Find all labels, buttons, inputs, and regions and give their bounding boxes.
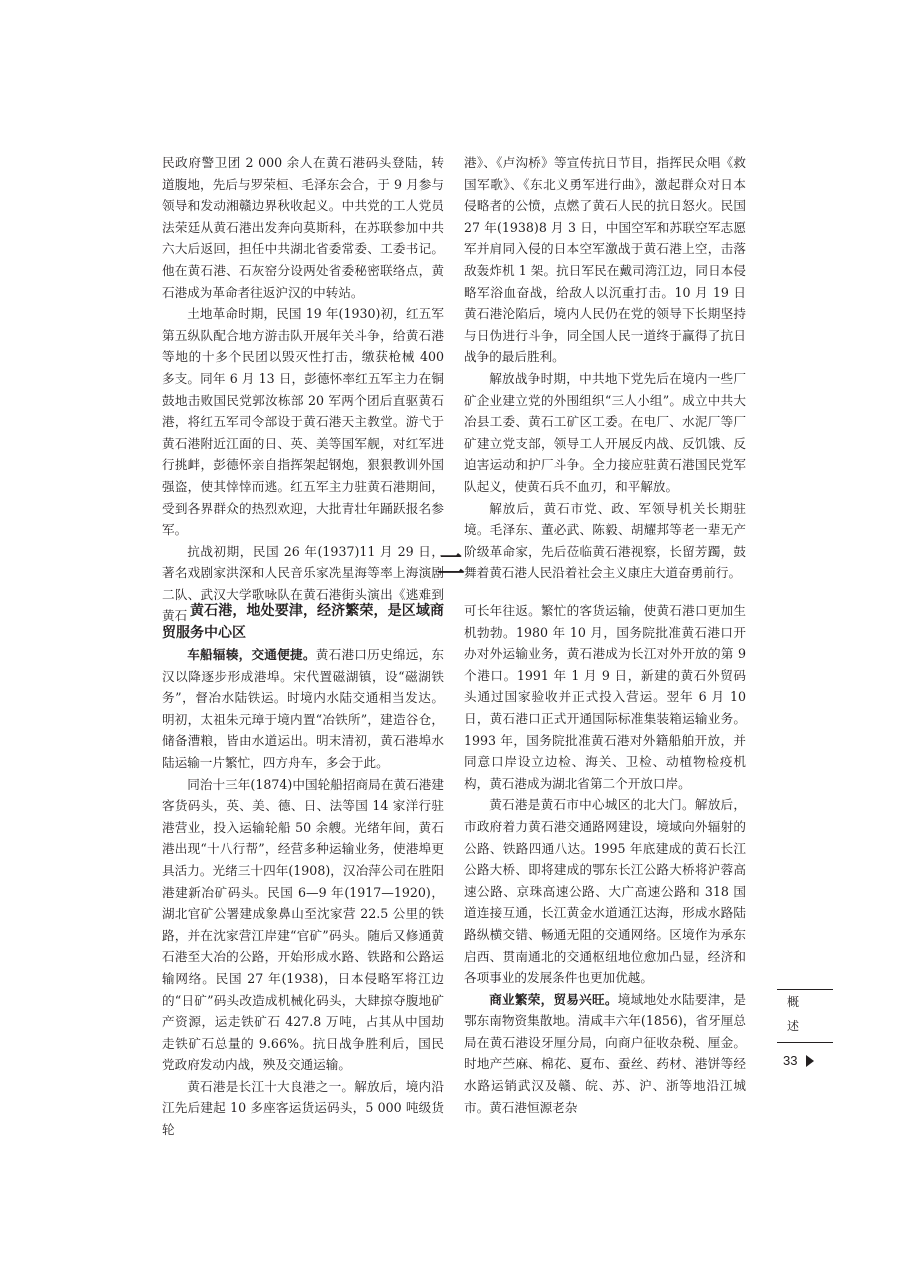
tab-rule-bottom xyxy=(777,1042,833,1043)
paragraph: 同治十三年(1874)中国轮船招商局在黄石港建客货码头，英、美、德、日、法等国 14 家洋行驻港营业，投入运输轮船 50 余艘。光绪年间，黄石港出现“十八行帮”，经营多种运输业务，使港埠更具活力。光绪三十四年(1908)，汉冶萍公司在胜阳港建新冶矿码头。民国 6—9 年(1917—1920)，湖北官矿公署建成象鼻山至沈家营 22.5 公里的铁路，并在沈家营江岸建“官矿”码头。随后又修通黄石港至大冶的公路，开始形成水路、铁路和公路运输网络。民国 27 年(1938)，日本侵略军将江边的“日矿”码头改造成机械化码头，大肆掠夺腹地矿产资源，运走铁矿石 427.8 万吨，占其从中国劫走铁矿石总量的 9.66%。抗日战争胜利后，国民党政府发动内战，殃及交通运输。 xyxy=(162,776,444,1073)
top-right-column xyxy=(464,152,746,584)
page-number: 33 xyxy=(783,1053,798,1068)
paragraph xyxy=(464,989,746,1119)
section-heading: 黄石港，地处要津，经济繁荣，是区域商贸服务中心区 xyxy=(162,603,444,641)
paragraph-lead: 商业繁荣，贸易兴旺。 xyxy=(489,991,618,1007)
paragraph: 黄石港是黄石市中心城区的北大门。解放后，市政府着力黄石港交通路网建设，境域向外辐射的公路、铁路四通八达。1995 年底建成的黄石长江公路大桥、即将建成的鄂东长江公路大桥将沪蓉高速公路、京珠高速公路、大广高速公路和 318 国道连接互通，长江黄金水道通江达海，形成水路陆路纵横交错、畅通无阻的交通网络。区境作为承东启西、贯南通北的交通枢纽地位愈加凸显，经济和各项事业的发展条件也更加优越。 xyxy=(464,797,746,986)
paragraph xyxy=(162,644,444,774)
tab-char-1: 概 xyxy=(787,995,800,1009)
tab-rule-top xyxy=(777,989,833,990)
paragraph-text: 境域地处水陆要津，是鄂东南物资集散地。清咸丰六年(1856)，省牙厘总局在黄石港设牙厘分局，向商户征收杂税、厘金。时地产苎麻、棉花、夏布、蚕丝、药材、港饼等经水路运销武汉及赣、皖、苏、沪、浙等地沿江城市。黄石港恒源老杂 xyxy=(464,991,747,1115)
paragraph: 解放后，黄石市党、政、军领导机关长期驻境。毛泽东、董必武、陈毅、胡耀邦等老一辈无产阶级革命家，先后莅临黄石港视察，长留芳躅，鼓舞着黄石港人民沿着社会主义康庄大道奋勇前行。 xyxy=(464,500,746,581)
paragraph: 港》、《卢沟桥》等宣传抗日节目，指挥民众唱《救国军歌》、《东北义勇军进行曲》，激起群众对日本侵略者的公愤，点燃了黄石人民的抗日怒火。民国 27 年(1938)8 月 3 日，中国空军和苏联空军志愿军并肩同入侵的日本空军激战于黄石港上空，击落敌轰炸机 1 架。抗日军民在戴司湾江边，同日本侵略军浴血奋战，给敌人以沉重打击。10 月 19 日黄石港沦陷后，境内人民仍在党的领导下长期坚持与日伪进行斗争，同全国人民一道终于赢得了抗日战争的最后胜利。 xyxy=(464,155,746,365)
chapter-side-tab xyxy=(777,989,833,1043)
paragraph: 黄石港是长江十大良港之一。解放后，境内沿江先后建起 10 多座客运货运码头，5 000 吨级货轮 xyxy=(162,1078,444,1138)
paragraph-lead: 车船辐辏，交通便捷。 xyxy=(187,647,316,662)
paragraph: 解放战争时期，中共地下党先后在境内一些厂矿企业建立党的外围组织“三人小组”。成立中共大冶县工委、黄石工矿区工委。在电厂、水泥厂等厂矿建立党支部，领导工人开展反内战、反饥饿、反迫害运动和护厂斗争。全力接应驻黄石港国民党军队起义，使黄石兵不血刃，和平解放。 xyxy=(464,370,746,494)
right-triangle-icon xyxy=(806,1055,814,1067)
paragraph: 可长年往返。繁忙的客货运输，使黄石港口更加生机勃勃。1980 年 10 月，国务院批准黄石港口开办对外运输业务，黄石港成为长江对外开放的第 9 个港口。1991 年 1 月 9 日，新建的黄石外贸码头通过国家验收并正式投入营运。翌年 6 月 10 日，黄石港口正式开通国际标准集装箱运输业务。1993 年，国务院批准黄石港对外籍船舶开放，并同意口岸设立边检、海关、卫检、动植物检疫机构，黄石港成为湖北省第二个开放口岸。 xyxy=(464,603,746,791)
bottom-right-column xyxy=(464,600,746,1118)
paragraph: 土地革命时期，民国 19 年(1930)初，红五军第五纵队配合地方游击队开展年关斗争，给黄石港等地的十多个民团以毁灭性打击，缴获枪械 400 多支。同年 6 月 13 日，彭德怀率红五军主力在铜鼓地击败国民党郭汝栋部 20 军两个团后直驱黄石港，将红五军司令部设于黄石港天主教堂。游弋于黄石港附近江面的日、英、美等国军舰，对红军进行挑衅，彭德怀亲自指挥架起钢炮，狠狠教训外国强盗，使其悻悻而逃。红五军主力驻黄石港期间，受到各界群众的热烈欢迎，大批青壮年踊跃报名参军。 xyxy=(162,306,444,538)
section-number: 二 xyxy=(437,548,466,581)
top-left-column xyxy=(162,152,444,627)
paragraph: 抗战初期，民国 26 年(1937)11 月 29 日，著名戏剧家洪深和人民音乐家冼星海等率上海演剧二队、武汉大学歌咏队在黄石港街头演出《逃难到黄石 xyxy=(162,543,444,624)
paragraph: 民政府警卫团 2 000 余人在黄石港码头登陆，转道腹地，先后与罗荣桓、毛泽东会合，于 9 月参与领导和发动湘赣边界秋收起义。中共党的工人党员法荣廷从黄石港出发奔向莫斯科，在苏联参加中共六大后返回，担任中共湖北省委常委、工委书记。他在黄石港、石灰窑分设两处省委秘密联络点，黄石港成为革命者往返沪汉的中转站。 xyxy=(162,155,444,300)
tab-char-2: 述 xyxy=(787,1019,800,1033)
paragraph-text: 黄石港口历史绵远，东汉以降逐步形成港埠。宋代置磁湖镇，设“磁湖铁务”，督冶水陆铁运。时境内水陆交通相当发达。明初，太祖朱元璋于境内置“冶铁所”，建造谷仓，储备漕粮，皆由水道运出。明末清初，黄石港埠水陆运输一片繁忙，四方舟车，多会于此。 xyxy=(162,647,445,770)
bottom-left-column xyxy=(162,600,444,1141)
